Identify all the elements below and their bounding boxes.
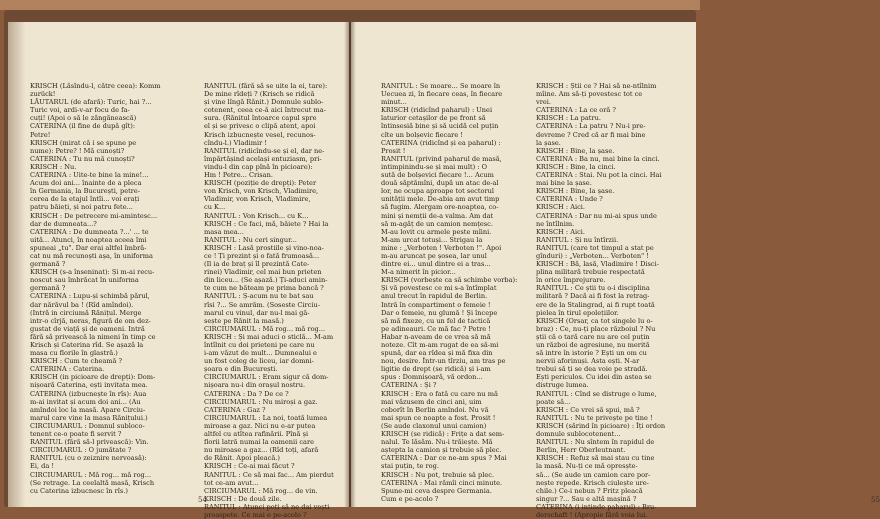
text-line: CIRCIUMARUL : Mă rog... de vin. bbox=[204, 486, 318, 495]
text-line: amîndoi loc la masă. Apare Circiu- bbox=[30, 405, 146, 414]
text-line: domnule sublocotenent... bbox=[536, 430, 621, 439]
text-line: marul cu vinul, dar nu-l mai gă- bbox=[204, 308, 310, 317]
text-line: KRISCH (ridicînd paharul) : Unei bbox=[381, 106, 493, 115]
text-line: RANITUL (privind paharul de masă, bbox=[381, 154, 502, 163]
text-line: CATERINA : Ba nu, mai bine la cinci. bbox=[536, 154, 660, 163]
text-line: coborît în Berlin amîndoi. Nu vă bbox=[381, 405, 489, 414]
text-line: CATERINA (ridicînd și ea paharul) : bbox=[381, 138, 501, 147]
text-line: braz) : Ce, nu-ți place războiul ? Nu bbox=[536, 324, 656, 333]
text-line: CATERINA : Lupu-și schimbă părul, bbox=[30, 292, 150, 301]
text-line: din liceu... (Se așază.) Ți-aduci amin- bbox=[204, 276, 328, 285]
text-line: KRISCH : Aici. bbox=[536, 227, 585, 236]
right-page-column-1 bbox=[381, 82, 531, 503]
text-line: Krisch izbucnește vesel, recunos- bbox=[204, 130, 316, 139]
text-line: CIRCIUMARUL : Mă rog... mă rog... bbox=[204, 324, 326, 333]
text-line: rîsi ?... Se amrăm. (Soseste Circiu- bbox=[204, 300, 320, 309]
text-line: RANITUL : Atunci poți să ne dai vești bbox=[204, 502, 330, 511]
text-line: cîte un bolșevic fiecare ! bbox=[381, 130, 463, 139]
text-line: dar nărăvul ba ! (Rîd amîndoi). bbox=[30, 300, 134, 309]
text-line: vindu-l din cap pînă în picioare): bbox=[204, 162, 313, 171]
text-line: CATERINA : Tu nu mă cunoști? bbox=[30, 154, 135, 163]
text-line: mîine. Am să-ți povestesc tot ce bbox=[536, 90, 643, 99]
text-line: RANITUL : Nu sîntem în rapidul de bbox=[536, 438, 655, 447]
text-line: ne întîlnim. bbox=[536, 219, 575, 228]
text-line: anul trecut în rapidul de Berlin. bbox=[381, 292, 488, 301]
text-line: KRISCH (s-a înseninat): Și m-ai recu- bbox=[30, 268, 155, 277]
text-line: poate să... bbox=[536, 397, 571, 406]
text-line: Vladimir, von Krisch, Vladimire, bbox=[204, 195, 311, 204]
text-line: rinei) Vladimir, cel mai bun prieten bbox=[204, 268, 322, 277]
book-top-edge bbox=[0, 0, 700, 10]
text-line: militară ? Dacă ai fi fost la retrag- bbox=[536, 292, 650, 301]
text-line: CIRCIUMARUL : Mă rog... mă rog... bbox=[30, 470, 152, 479]
text-line: (Se retrage. La ceelaltă masă, Krisch bbox=[30, 478, 155, 487]
text-line: LĂUTARUL (de afară): Turic, hai ?... bbox=[30, 98, 152, 107]
text-line: von Krisch, von Krisch, Vladimire, bbox=[204, 187, 319, 196]
text-line: Ești periculos. Cu idei din astea se bbox=[536, 373, 652, 382]
text-line: cotenent, ceea ce-ă aici întrecut ma- bbox=[204, 106, 326, 115]
text-line: tot ce-am avut... bbox=[204, 478, 259, 487]
text-line: să intre în istorie ? Ești un om cu bbox=[536, 349, 647, 358]
text-line: KRISCH (se ridică) : Frițe a dat sem- bbox=[381, 430, 505, 439]
text-line: nume): Petre? ! Mă cunoști? bbox=[30, 146, 125, 155]
text-line: RANITUL : Cînd se distruge o lume, bbox=[536, 389, 657, 398]
text-line: KRISCH : Și mai aduci o sticlă... M-am bbox=[204, 332, 334, 341]
text-line: noscut sau îmbrăcat în uniforma bbox=[30, 276, 139, 285]
text-line: CATERINA : La ce oră ? bbox=[536, 106, 616, 115]
text-line: cu Caterina izbucnesc în rîs.) bbox=[30, 486, 128, 495]
text-line: CIRCIUMARUL : O jumătate ? bbox=[30, 446, 132, 455]
text-line: dar de dumneata...? bbox=[30, 219, 97, 228]
text-line: CATERINA : De dumneata ?...' ... te bbox=[30, 227, 149, 236]
text-line: sută de bolșevici fiecare !... Acum bbox=[381, 171, 494, 180]
left-page-number: 54 bbox=[198, 496, 207, 504]
text-line: spuneai „tu". Dar erai altfel îmbră- bbox=[30, 243, 147, 252]
text-line: chile.) Ce-i nebun ? Fritz pleacă bbox=[536, 486, 643, 495]
text-line: cerea de la etajul întîi... voi erați bbox=[30, 195, 140, 204]
text-line: KRISCH : Bine, la șase. bbox=[536, 146, 615, 155]
text-line: RANITUL (care tot timpul a stat pe bbox=[536, 243, 654, 252]
text-line: spus : Domnișoară, vă ordon... bbox=[381, 373, 483, 382]
text-line: RANITUL : Nu ceri singur... bbox=[204, 235, 297, 244]
text-line: germană ? bbox=[30, 284, 66, 293]
text-line: cat nu mă recunoști așa, în uniforma bbox=[30, 251, 153, 260]
text-line: KRISCH : La patru. bbox=[536, 114, 601, 123]
text-line: M-a nimerit în picior... bbox=[381, 268, 456, 277]
text-line: uită... Atunci, în noaptea aceea îmi bbox=[30, 235, 147, 244]
text-line: dintre ei... unul dintre ei a tras... bbox=[381, 260, 491, 269]
text-line: CATERINA : Dar nu mi-ai spus unde bbox=[536, 211, 657, 220]
text-line: gustat de viață și de oameni. Intră bbox=[30, 324, 145, 333]
text-line: ce ! Ți prezint și o fată frumoasă... bbox=[204, 251, 320, 260]
text-line: intr-o cîrjă, neras, figură de om dez- bbox=[30, 316, 151, 325]
text-line: KRISCH (poziție de drepți): Peter bbox=[204, 179, 317, 188]
text-line: în orice împrejurare. bbox=[536, 276, 606, 285]
right-page-column-2 bbox=[536, 82, 686, 519]
text-line: i-am văzut de mult... Dumnealui e bbox=[204, 349, 317, 358]
text-line: Și vă povestesc ce mi s-a întîmplat bbox=[381, 284, 497, 293]
text-line: RANITUL : Ce să mai fac... Am pierdut bbox=[204, 470, 334, 479]
text-line: CATERINA (i intinde paharul) : Bru- bbox=[536, 502, 657, 511]
text-line: KRISCH : Bine, la șase. bbox=[536, 187, 615, 196]
text-line: Prosit ! bbox=[381, 146, 406, 155]
text-line: KRISCH (sărind în picioare) : Îți ordon bbox=[536, 421, 666, 430]
text-line: RANITUL : Von Krisch... cu K... bbox=[204, 211, 309, 220]
text-line: lor, ne ocupa aproape tot sectorul bbox=[381, 187, 494, 196]
text-line: florii latră numai la oamenii care bbox=[204, 438, 315, 447]
text-line: sura. (Rănitul întoarce capul spre bbox=[204, 114, 317, 123]
text-line: KRISCH : Aici. bbox=[536, 203, 585, 212]
text-line: Habar n-aveam de ce vrea să mă bbox=[381, 332, 491, 341]
text-line: masa cu florile în glastră.) bbox=[30, 349, 118, 358]
text-line: tenent ce-o poate fi servit ? bbox=[30, 430, 122, 439]
text-line: CIRCIUMARUL : Eram sigur că dom- bbox=[204, 373, 329, 382]
text-line: distruge lumea. bbox=[536, 381, 589, 390]
text-line: laturior cetașilor de pe front să bbox=[381, 114, 486, 123]
text-line: mini și nemții de-a valma. Am dat bbox=[381, 211, 494, 220]
page-edge-shadow bbox=[8, 22, 26, 507]
text-line: M-am urcat totuși... Strigau la bbox=[381, 235, 483, 244]
text-line: KRISCH : Nu. bbox=[30, 162, 77, 171]
text-line: marul care vine la masa Rănițului.) bbox=[30, 413, 148, 422]
book-gutter bbox=[344, 22, 356, 507]
text-line: la șase. bbox=[536, 138, 561, 147]
right-page-number: 55 bbox=[871, 496, 880, 504]
text-line: un fost coleg de liceu, iar domni- bbox=[204, 357, 314, 366]
text-line: Turic voi, ardi-v-ar focu de fa- bbox=[30, 106, 130, 115]
text-line: CIRCIUMARUL : La noi, toată lumea bbox=[204, 413, 328, 422]
text-line: două săptămîni, după un atac de-al bbox=[381, 179, 499, 188]
text-line: CATERINA : Unde ? bbox=[536, 195, 603, 204]
text-line: (Il ia de braț și îl prezintă Cate- bbox=[204, 260, 310, 269]
text-line: Dar o femeie, nu glumă ! Și începe bbox=[381, 308, 498, 317]
text-line: aștepta la camion și trebuie să plec. bbox=[381, 446, 502, 455]
text-line: cu K... bbox=[204, 203, 226, 212]
text-line: Hm ! Petre... Crisan. bbox=[204, 171, 273, 180]
text-line: mai spun ce noapte a fost. Prosit ! bbox=[381, 413, 496, 422]
text-line: mai bine la șase. bbox=[536, 179, 592, 188]
text-line: Uecuea zi, în fiecare ceas, în fiecare bbox=[381, 90, 503, 99]
text-line: să mă fixeze, cu un fel de tactică bbox=[381, 316, 491, 325]
text-line: RANITUL (ridicîndu-se și el, dar ne- bbox=[204, 146, 325, 155]
text-line: proaspete. Ce mai e pe-acolo ? bbox=[204, 510, 307, 519]
text-line: KRISCH : Cum te cheamă ? bbox=[30, 357, 123, 366]
text-line: minut... bbox=[381, 98, 407, 107]
text-line: Acum doi ani... înainte de a pleca bbox=[30, 179, 142, 188]
text-line: sește pe Rănit la masă.) bbox=[204, 316, 284, 325]
text-line: m-ai invitat și acum doi ani... (Au bbox=[30, 397, 141, 406]
text-line: pe adineauri. Ce mă fac ? Petre ! bbox=[381, 324, 491, 333]
text-line: te cum ne băteam pe prima bancă ? bbox=[204, 284, 324, 293]
text-line: KRISCH : Știi ce ? Hai să ne-ntîlnim bbox=[536, 82, 657, 90]
text-line: intimpinindu-se și mai mult) : O bbox=[381, 162, 488, 171]
text-line: cuți! (Apoi o să le zăngănească) bbox=[30, 114, 137, 123]
text-line: KRISCH : Lasă prostiile și vino-noa- bbox=[204, 243, 324, 252]
text-line: nește repede. Krisch ciulește ure- bbox=[536, 478, 649, 487]
text-line: știi că o tară care nu are cel puțin bbox=[536, 332, 650, 341]
text-line: fără să privească la nimeni în timp ce bbox=[30, 332, 156, 341]
text-line: întinsesiă bine și să ucidă cel puțin bbox=[381, 122, 499, 131]
text-line: nișoara nu-i din orașul nostru. bbox=[204, 381, 306, 390]
text-line: RANITUL : Nu te privește pe tine ! bbox=[536, 413, 653, 422]
left-page-column-1 bbox=[30, 82, 180, 495]
text-line: devreme ? Cred că ar fi mai bine bbox=[536, 130, 646, 139]
right-page bbox=[351, 22, 880, 519]
text-line: m-au aruncat pe șosea, lar unul bbox=[381, 251, 487, 260]
text-line: spună, dar ea rîdea și mă fixa din bbox=[381, 349, 493, 358]
text-line: de Rănit. Apoi pleacă.) bbox=[204, 454, 280, 463]
text-line: să... (Se aude un camion care por- bbox=[536, 470, 651, 479]
text-line: KRISCH : Ce faci, mă, băiete ? Hai la bbox=[204, 219, 329, 228]
text-line: să m-agăț de un camion nemțesc. bbox=[381, 219, 493, 228]
text-line: un război de agresiune, nu merită bbox=[536, 341, 650, 349]
text-line: nalul. Te lăsăm. Nu-i trăiește. Mă bbox=[381, 438, 493, 447]
text-line: altfel cu atîtea rafinării. Pînă și bbox=[204, 430, 309, 439]
text-line: stai puțin, te rog. bbox=[381, 462, 439, 471]
text-line: nou, desire. Într-un tîrziu, am tras pe bbox=[381, 357, 506, 366]
text-line: KRISCH : Ce-ai mai făcut ? bbox=[204, 462, 295, 471]
text-line: KRISCH : Era o fată cu care nu mă bbox=[381, 389, 498, 398]
text-line: să fugim. Alergam ore-noaptea, co- bbox=[381, 203, 499, 212]
text-line: CATERINA (il fine de după gît): bbox=[30, 122, 136, 131]
text-line: unității mele. De-abia am avut timp bbox=[381, 195, 500, 204]
text-line: CATERINA : Mai rămîi cinci minute. bbox=[381, 478, 503, 487]
text-line: împărtășind același entuziasm, pri- bbox=[204, 154, 322, 163]
text-line: nervii aforinuși. Asta ești. N-ar bbox=[536, 357, 640, 366]
text-line: nișoară Caterina, ești invitata mea. bbox=[30, 381, 148, 390]
text-line: întîlnit cu doi prieteni pe care nu bbox=[204, 341, 315, 349]
text-line: RANITUL (fără să-l privească): Vin. bbox=[30, 438, 149, 447]
text-line: RANITUL : Se moare... Se moare în bbox=[381, 82, 501, 90]
text-line: CATERINA : Gaz ? bbox=[204, 405, 266, 414]
text-line: Krisch și Caterina rîd. Se așază la bbox=[30, 341, 144, 349]
text-line: CATERINA : La patru ? Nu-i pre- bbox=[536, 122, 646, 131]
text-line: el și se privesc o clipă atent, apoi bbox=[204, 122, 316, 131]
text-line: în Germania, la București, petre- bbox=[30, 187, 141, 196]
text-line: ligitie de drept (se ridică) și i-am bbox=[381, 365, 491, 374]
text-line: KRISCH (mirat că i se spune pe bbox=[30, 138, 137, 147]
text-line: KRISCH : Bă, lasă, Vladimire ! Disci- bbox=[536, 260, 659, 269]
text-line: ere de la Stalingrad, ai fi rupt toată bbox=[536, 300, 655, 309]
text-line: trebui să ți se dea voie pe stradă. bbox=[536, 365, 648, 374]
text-line: derschaft ! (Apropie fără voia lui. bbox=[536, 510, 648, 519]
text-line: patru băieți, și noi patru fete... bbox=[30, 203, 133, 212]
text-line: singur ?... Sau e altă mașină ? bbox=[536, 494, 637, 503]
text-line: RANITUL (cu o zeiznire nervoasă): bbox=[30, 454, 147, 463]
text-line: germană ? bbox=[30, 260, 66, 269]
text-line: Cum e pe-acolo ? bbox=[381, 494, 439, 503]
text-line: KRISCH (in picioare de drepți): Dom- bbox=[30, 373, 156, 382]
text-line: pielea în tirul epolețiilor. bbox=[536, 308, 619, 317]
text-line: CATERINA : Da ? De ce ? bbox=[204, 389, 289, 398]
text-line: Spune-mi ceva despre Germania. bbox=[381, 486, 492, 495]
text-line: De mine rîdeți ? (Krisch se ridică bbox=[204, 90, 315, 99]
text-line: Intră în compartiment o femeie ! bbox=[381, 300, 491, 309]
text-line: zurück! bbox=[30, 90, 56, 99]
text-line: Petre! bbox=[30, 130, 51, 139]
text-line: vrei. bbox=[536, 98, 551, 107]
text-line: (Se aude claxonul unui camion) bbox=[381, 421, 487, 430]
left-page-column-2 bbox=[204, 82, 354, 519]
text-line: KRISCH (Orsar, ca tot singele lu o- bbox=[536, 316, 653, 325]
left-page bbox=[8, 22, 349, 519]
text-line: CIRCIUMARUL : Domnul subloco- bbox=[30, 421, 145, 430]
text-line: RANITUL : Ce știi tu o-i disciplina bbox=[536, 284, 650, 293]
text-line: CATERINA : Stai. Nu pot la cinci. Hai bbox=[536, 171, 662, 180]
text-line: plina militară trebuie respectată bbox=[536, 268, 645, 277]
text-line: mine : „Verboten ! Verboten !". Apoi bbox=[381, 243, 502, 252]
text-line: RANITUL : Ș-acum nu te bat sau bbox=[204, 292, 314, 301]
text-line: la masă. Nu-ți ce mă opresște- bbox=[536, 462, 638, 471]
text-line: Berlin, Herr Oberleutnant. bbox=[536, 446, 626, 455]
text-line: KRISCH : Ce vrei să spui, mă ? bbox=[536, 405, 640, 414]
text-line: M-au lovit cu armele peste mîini. bbox=[381, 227, 492, 236]
text-line: KRISCH (Lăsîndu-l, către ceea): Komm bbox=[30, 82, 161, 90]
text-line: masa mea... bbox=[204, 227, 244, 236]
text-line: mai văzusem de cinci ani, uim bbox=[381, 397, 482, 406]
text-line: CATERINA : Caterina. bbox=[30, 365, 105, 374]
text-line: KRISCH : Bine, la cinci. bbox=[536, 162, 616, 171]
text-line: CATERINA (izbucnește în rîs): Aua bbox=[30, 389, 147, 398]
text-line: (Intră in circiumă Rănițul. Merge bbox=[30, 308, 142, 317]
text-line: CIRCIUMARUL : Nu miroși a gaz. bbox=[204, 397, 318, 406]
text-line: KRISCH : De două zile. bbox=[204, 494, 282, 503]
text-line: CATERINA : Și ? bbox=[381, 381, 437, 390]
text-line: RANITUL : Și nu întîrzii. bbox=[536, 235, 619, 244]
text-line: KRISCH : Refuz să mai stau cu tine bbox=[536, 454, 655, 463]
text-line: KRISCH : Nu pot, trebuie să plec. bbox=[381, 470, 495, 479]
text-line: și vine lîngă Rănit.) Domnule sublo- bbox=[204, 98, 324, 107]
text-line: CATERINA : Dar ce ne-am spus ? Mai bbox=[381, 454, 507, 463]
text-line: cîndu-l.) Vladimir ! bbox=[204, 138, 268, 147]
text-line: CATERINA : Uite-te bine la mine!... bbox=[30, 171, 149, 180]
text-line: RANITUL (fără să se uite la ei, tare): bbox=[204, 82, 328, 90]
text-line: Ei, da ! bbox=[30, 462, 55, 471]
text-line: KRISCH (vorbește ca să schimbe vorba): bbox=[381, 276, 518, 285]
text-line: gînduri) : „Verboten... Verboten" ! bbox=[536, 251, 649, 260]
text-line: nu miroase a gaz... (Rîd toți, afară bbox=[204, 446, 319, 455]
text-line: miroase a gaz. Nici nu e-ar putea bbox=[204, 421, 316, 430]
text-line: KRISCH : De petrecere mi-amintesc... bbox=[30, 211, 158, 220]
text-line: șoara e din București. bbox=[204, 365, 278, 374]
text-line: noteze. Cît m-am rugat de ea să-mi bbox=[381, 341, 499, 349]
